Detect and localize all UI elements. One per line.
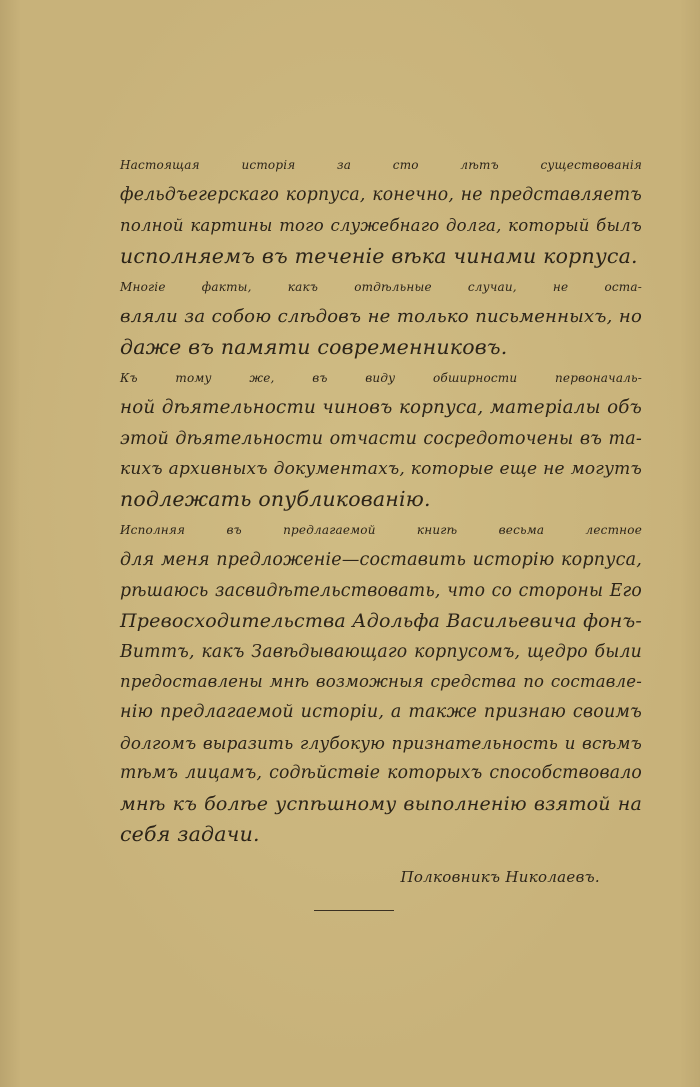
paragraph-2	[76, 272, 642, 363]
text-line: предоставлены мнѣ возможныя средства по составле-	[120, 671, 642, 691]
text-line: себя задачи.	[120, 821, 260, 846]
paragraph-3	[76, 363, 642, 515]
text-line: исполняемъ въ теченіе вѣка чинами корпуса.	[120, 244, 638, 269]
text-line: подлежать опубликованію.	[120, 487, 431, 512]
preface-text	[76, 150, 642, 849]
text-line: мнѣ къ болѣе успѣшному выполненію взятой на	[120, 792, 642, 815]
text-line: этой дѣятельности отчасти сосредоточены въ та-	[120, 428, 642, 449]
paragraph-1	[76, 150, 642, 272]
text-line: Къ тому же, въ виду обширности первоначаль-	[120, 370, 642, 385]
paragraph-4	[76, 515, 642, 849]
text-line: фельдъегерскаго корпуса, конечно, не представляетъ	[120, 185, 642, 206]
text-line: даже въ памяти современниковъ.	[120, 335, 508, 360]
text-line: Многіе факты, какъ отдѣльные случаи, не оста-	[120, 279, 642, 294]
text-line: для меня предложеніе—составить исторію корпуса,	[120, 550, 642, 571]
text-line: долгомъ выразить глубокую признательность и всѣмъ	[120, 732, 642, 753]
text-line: Виттъ, какъ Завѣдывающаго корпусомъ, щедро были	[120, 641, 642, 662]
text-line: тѣмъ лицамъ, содѣйствіе которыхъ способствовало	[120, 763, 642, 784]
text-line: Настоящая исторія за сто лѣтъ существованія	[120, 158, 642, 172]
text-line: Превосходительства Адольфа Васильевича фонъ-	[120, 610, 642, 633]
text-line: полной картины того служебнаго долга, который былъ	[120, 215, 642, 235]
text-line: кихъ архивныхъ документахъ, которые еще не могутъ	[120, 459, 642, 480]
text-line: Исполняя въ предлагаемой книгѣ весьма лестное	[120, 522, 642, 537]
text-line: нію предлагаемой исторіи, а также признаю своимъ	[120, 702, 642, 723]
text-line: вляли за собою слѣдовъ не только письменныхъ, но	[120, 306, 642, 328]
closing-rule	[314, 910, 394, 911]
author-signature: Полковникъ Николаевъ.	[400, 868, 600, 886]
text-line: рѣшаюсь засвидѣтельствовать, что со стороны Его	[120, 580, 642, 601]
text-line: ной дѣятельности чиновъ корпуса, матеріалы объ	[120, 397, 642, 419]
